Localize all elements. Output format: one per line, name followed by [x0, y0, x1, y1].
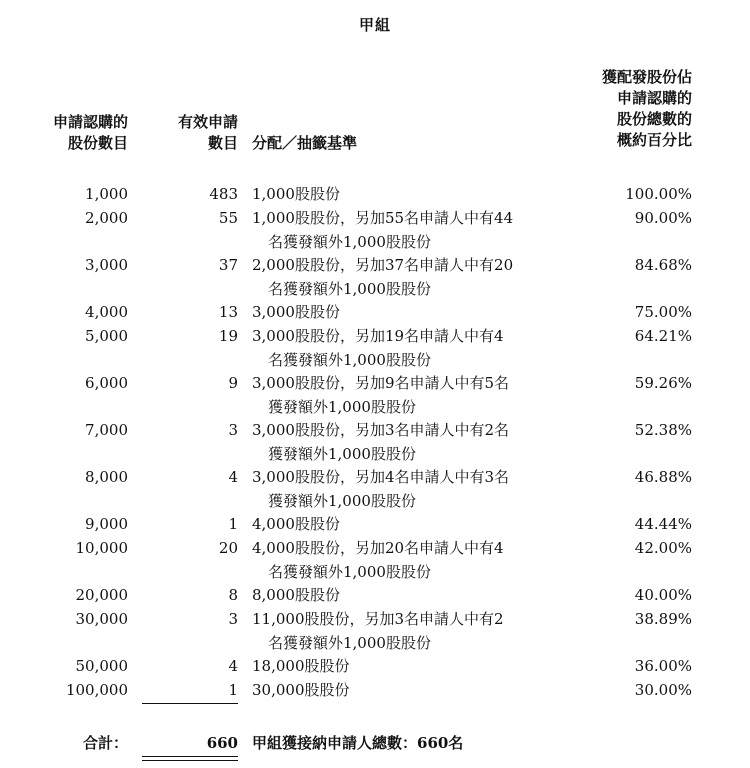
- table-row: [0, 679, 750, 726]
- cell-basis: [252, 608, 582, 655]
- header-percent-line: 獲配發股份佔: [601, 68, 692, 86]
- cell-count: 1: [228, 681, 238, 699]
- table-row: [0, 419, 750, 466]
- cell-amount: 7,000: [85, 421, 128, 439]
- table-row: [0, 372, 750, 419]
- cell-amount: 10,000: [75, 539, 128, 557]
- total-accepted-applicants: 甲組獲接納申請人總數：660名: [252, 734, 464, 752]
- cell-basis: [252, 466, 582, 513]
- cell-basis-line: 4,000股股份: [252, 515, 340, 533]
- cell-basis-line: 名獲發額外1,000股股份: [268, 633, 431, 652]
- table-row: [0, 537, 750, 584]
- cell-percent: 40.00%: [634, 586, 692, 604]
- cell-count: 1: [228, 515, 238, 533]
- cell-basis: [252, 325, 582, 372]
- cell-basis-line: 獲發額外1,000股股份: [268, 491, 416, 510]
- cell-basis: [252, 537, 582, 584]
- subtotal-rule: [142, 703, 238, 704]
- table-row: [0, 254, 750, 301]
- cell-basis-line: 名獲發額外1,000股股份: [268, 279, 431, 298]
- cell-percent: 59.26%: [634, 374, 692, 392]
- cell-basis-line: 3,000股股份，另加9名申請人中有5名: [252, 374, 510, 392]
- cell-percent: 44.44%: [634, 515, 692, 533]
- cell-basis-line: 18,000股股份: [252, 657, 350, 675]
- cell-basis: [252, 372, 582, 419]
- cell-basis-line: 獲發額外1,000股股份: [268, 444, 416, 463]
- cell-amount: 1,000: [85, 185, 128, 203]
- cell-basis: [252, 254, 582, 301]
- table-row: [0, 207, 750, 254]
- cell-basis-line: 名獲發額外1,000股股份: [268, 232, 431, 251]
- cell-basis: [252, 513, 582, 537]
- header-basis: 分配／抽籤基準: [252, 134, 358, 152]
- cell-basis-line: 1,000股股份: [252, 185, 340, 203]
- cell-basis: [252, 207, 582, 254]
- table-row: [0, 325, 750, 372]
- cell-amount: 20,000: [75, 586, 128, 604]
- cell-amount: 2,000: [85, 209, 128, 227]
- cell-basis: [252, 419, 582, 466]
- cell-basis-line: 名獲發額外1,000股股份: [268, 350, 431, 369]
- cell-basis-line: 3,000股股份，另加3名申請人中有2名: [252, 421, 510, 439]
- cell-percent: 84.68%: [634, 256, 692, 274]
- cell-percent: 30.00%: [634, 681, 692, 699]
- cell-percent: 75.00%: [634, 303, 692, 321]
- cell-basis: [252, 183, 582, 207]
- cell-basis-line: 4,000股股份，另加20名申請人中有4: [252, 539, 504, 557]
- cell-count: 13: [218, 303, 238, 321]
- cell-count: 9: [228, 374, 238, 392]
- cell-percent: 36.00%: [634, 657, 692, 675]
- cell-basis-line: 獲發額外1,000股股份: [268, 397, 416, 416]
- cell-basis-line: 3,000股股份: [252, 303, 340, 321]
- header-amount: [20, 112, 128, 154]
- cell-percent: 46.88%: [634, 468, 692, 486]
- header-percent-line: 概約百分比: [616, 131, 692, 149]
- cell-basis: [252, 301, 582, 325]
- cell-basis: [252, 584, 582, 608]
- cell-amount: 100,000: [65, 681, 128, 699]
- cell-count: 483: [209, 185, 238, 203]
- cell-basis-line: 1,000股股份，另加55名申請人中有44: [252, 209, 514, 227]
- cell-amount: 5,000: [85, 327, 128, 345]
- header-count-line: 有效申請: [177, 113, 238, 131]
- total-double-rule-bottom: [142, 760, 238, 761]
- header-percent-line: 股份總數的: [616, 110, 692, 128]
- cell-basis-line: 3,000股股份，另加4名申請人中有3名: [252, 468, 510, 486]
- total-label: 合計：: [82, 734, 128, 752]
- table-row: [0, 608, 750, 655]
- cell-amount: 4,000: [85, 303, 128, 321]
- cell-count: 8: [228, 586, 238, 604]
- cell-count: 3: [228, 610, 238, 628]
- page-title: 甲組: [358, 16, 391, 34]
- cell-amount: 3,000: [85, 256, 128, 274]
- cell-basis-line: 11,000股股份，另加3名申請人中有2: [252, 610, 504, 628]
- cell-amount: 8,000: [85, 468, 128, 486]
- cell-basis-line: 8,000股股份: [252, 586, 340, 604]
- total-double-rule-top: [142, 756, 238, 757]
- cell-amount: 9,000: [85, 515, 128, 533]
- cell-percent: 38.89%: [634, 610, 692, 628]
- cell-count: 4: [228, 468, 238, 486]
- cell-count: 4: [228, 657, 238, 675]
- cell-amount: 50,000: [75, 657, 128, 675]
- cell-basis-line: 30,000股股份: [252, 681, 350, 699]
- cell-percent: 90.00%: [634, 209, 692, 227]
- header-count: [140, 112, 238, 154]
- header-amount-line: 股份數目: [67, 134, 128, 152]
- cell-percent: 64.21%: [634, 327, 692, 345]
- header-count-line: 數目: [207, 134, 238, 152]
- cell-count: 55: [218, 209, 238, 227]
- cell-percent: 42.00%: [634, 539, 692, 557]
- cell-percent: 100.00%: [625, 185, 692, 203]
- cell-count: 37: [218, 256, 238, 274]
- cell-count: 3: [228, 421, 238, 439]
- cell-percent: 52.38%: [634, 421, 692, 439]
- cell-basis-line: 名獲發額外1,000股股份: [268, 562, 431, 581]
- cell-basis-line: 2,000股股份，另加37名申請人中有20: [252, 256, 514, 274]
- cell-basis: [252, 655, 582, 679]
- cell-amount: 6,000: [85, 374, 128, 392]
- table-row: [0, 466, 750, 513]
- header-percent-line: 申請認購的: [616, 89, 692, 107]
- cell-count: 20: [218, 539, 238, 557]
- cell-count: 19: [218, 327, 238, 345]
- total-value: 660: [206, 734, 238, 752]
- cell-basis: [252, 679, 582, 703]
- header-percent: [520, 67, 692, 151]
- header-amount-line: 申請認購的: [52, 113, 128, 131]
- cell-amount: 30,000: [75, 610, 128, 628]
- cell-basis-line: 3,000股股份，另加19名申請人中有4: [252, 327, 504, 345]
